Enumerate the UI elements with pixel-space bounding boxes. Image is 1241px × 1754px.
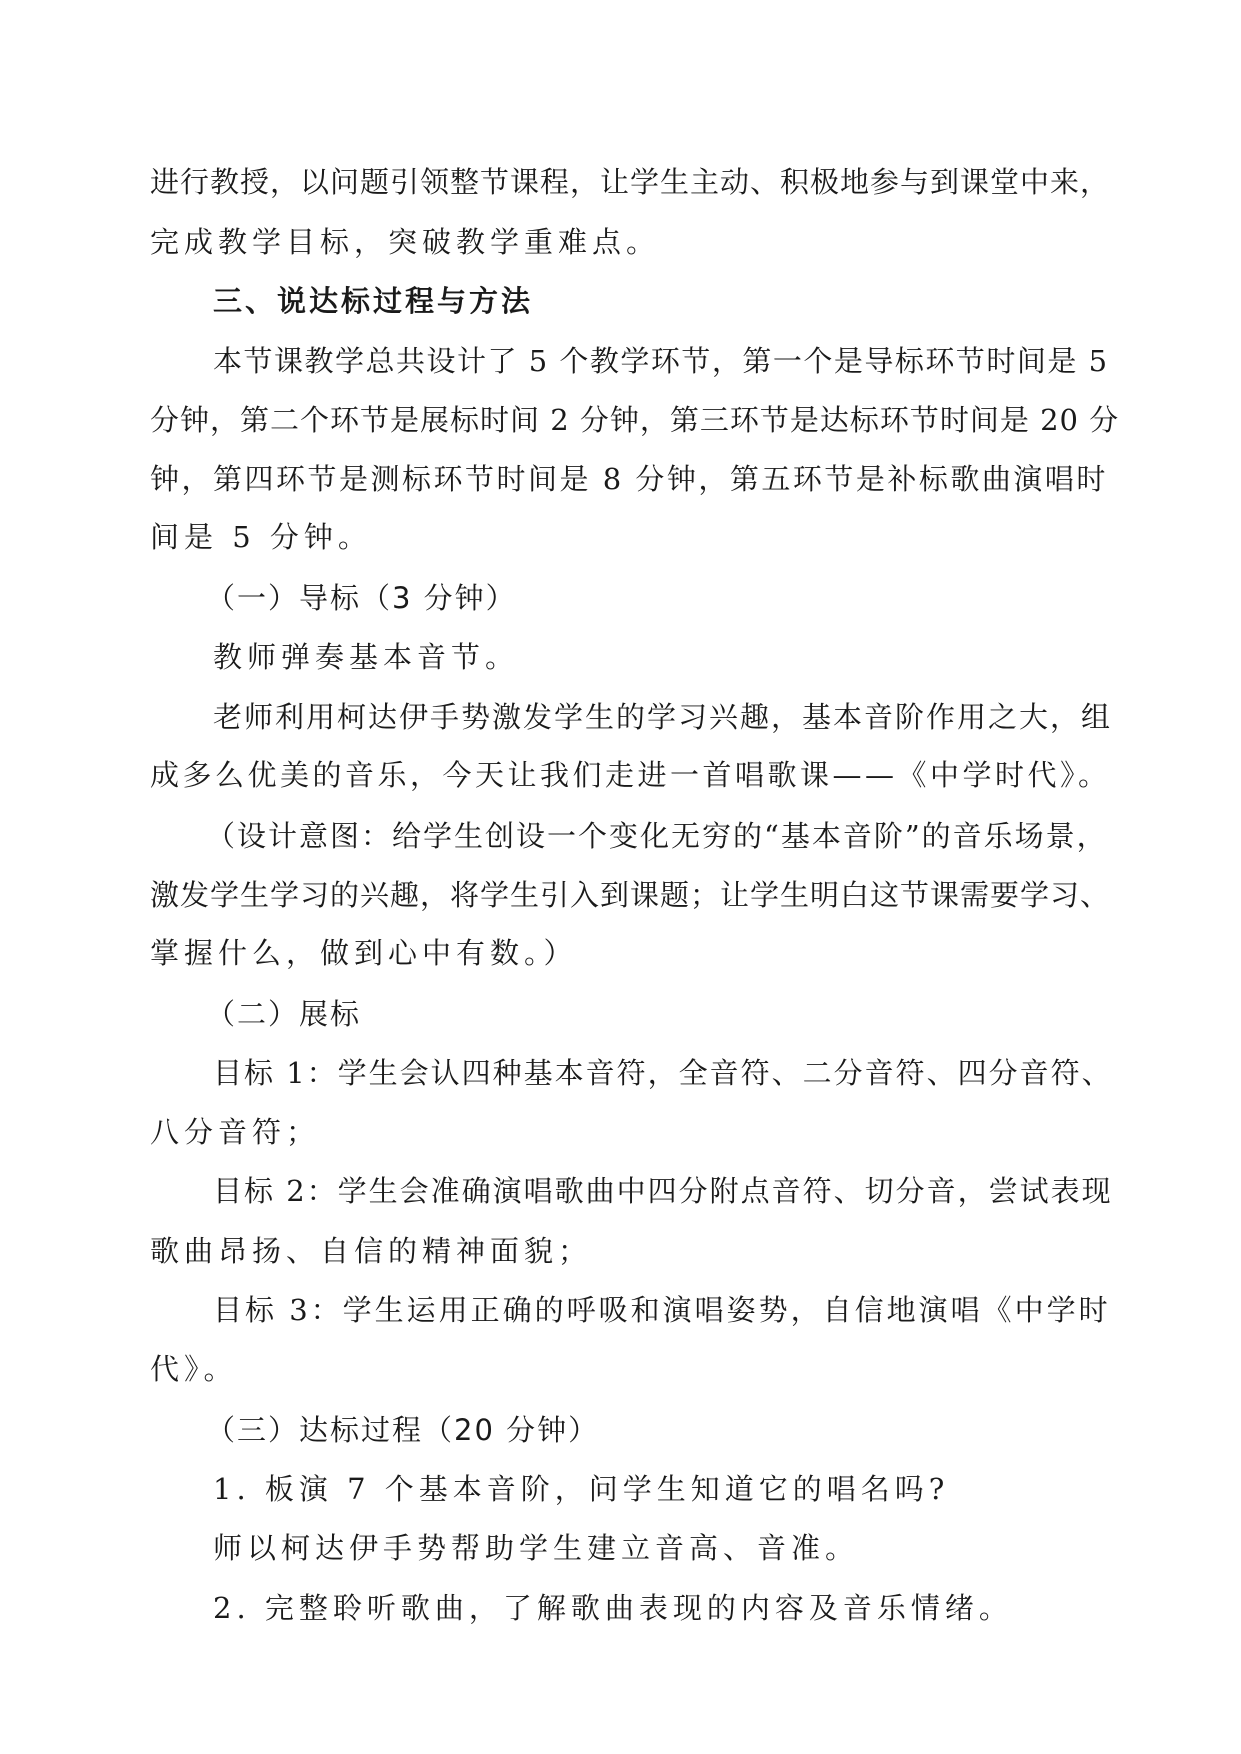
paragraph-line: 2. 完整聆听歌曲，了解歌曲表现的内容及音乐情绪。 [213,1591,1013,1625]
paragraph-line: 本节课教学总共设计了 5 个教学环节，第一个是导标环节时间是 5 [213,344,1109,378]
paragraph-line: 教师弹奏基本音节。 [213,640,520,674]
paragraph-line: 师以柯达伊手势帮助学生建立音高、音准。 [213,1531,860,1565]
paragraph-line: 成多么优美的音乐，今天让我们走进一首唱歌课——《中学时代》。 [150,758,1111,792]
paragraph-line: 完成教学目标，突破教学重难点。 [150,225,661,259]
paragraph-line: 激发学生学习的兴趣，将学生引入到课题；让学生明白这节课需要学习、 [150,878,1111,912]
paragraph-line: 目标 3：学生运用正确的呼吸和演唱姿势，自信地演唱《中学时 [213,1293,1111,1327]
paragraph-line: 歌曲昂扬、自信的精神面貌； [150,1234,593,1268]
paragraph-line: 间是 5 分钟。 [150,520,372,554]
section-heading: 三、说达标过程与方法 [213,284,534,318]
paragraph-line: 老师利用柯达伊手势激发学生的学习兴趣，基本音阶作用之大，组 [213,700,1113,734]
paragraph-line: （设计意图：给学生创设一个变化无穷的“基本音阶”的音乐场景， [206,819,1108,853]
subsection-heading: （一）导标（3 分钟） [206,581,517,615]
paragraph-line: 目标 2：学生会准确演唱歌曲中四分附点音符、切分音，尝试表现 [213,1174,1113,1208]
paragraph-line: 掌握什么，做到心中有数。） [150,936,578,970]
paragraph-line: 代》。 [150,1352,238,1386]
paragraph-line: 目标 1：学生会认四种基本音符，全音符、二分音符、四分音符、 [213,1056,1113,1090]
paragraph-line: 1. 板演 7 个基本音阶，问学生知道它的唱名吗? [213,1472,950,1506]
subsection-heading: （三）达标过程（20 分钟） [206,1413,600,1447]
paragraph-line: 钟，第四环节是测标环节时间是 8 分钟，第五环节是补标歌曲演唱时 [150,462,1108,496]
paragraph-line: 八分音符； [150,1115,321,1149]
subsection-heading: （二）展标 [206,997,362,1031]
paragraph-line: 分钟，第二个环节是展标时间 2 分钟，第三环节是达标环节时间是 20 分 [150,403,1120,437]
paragraph-line: 进行教授，以问题引领整节课程，让学生主动、积极地参与到课堂中来， [150,165,1111,199]
